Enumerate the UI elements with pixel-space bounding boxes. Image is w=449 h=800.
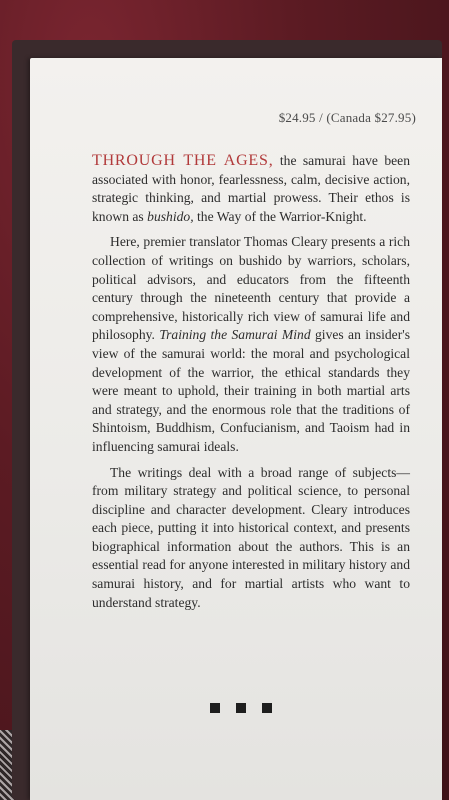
lead-in-caps: THROUGH THE AGES, <box>92 152 274 169</box>
paragraph-3 <box>92 464 410 613</box>
book-title-italic: Training the Samurai Mind <box>159 327 311 343</box>
ornament-square-2 <box>236 703 246 713</box>
section-ornament <box>210 703 272 713</box>
ornament-square-1 <box>210 703 220 713</box>
paragraph-1-text-a: the samurai have been associated with honor, fearlessness, calm, decisive action, strategic thinking, and martial prowess. Their ethos is known as <box>92 153 410 224</box>
bushido-italic: bushido, <box>147 208 194 224</box>
paragraph-1-text-b: the Way of the Warrior-Knight. <box>193 208 367 224</box>
paragraph-3-text: The writings deal with a broad range of subjects—from military strategy and political science, to personal discipline and character development. Cleary introduces each piece, putting it into historical context, and presents biographical information about the authors. This is an essential read for anyone interested in military history and samurai history, and for martial artists who want to understand strategy. <box>92 464 410 610</box>
paragraph-2-text-b: gives an insider's view of the samurai world: the moral and psychological development of the warrior, the ethical standards they were meant to uphold, their training in both martial arts and strategy, and the enormous role that the traditions of Shintoism, Buddhism, Confucianism, and Taoism had in influencing samurai ideals. <box>92 327 410 454</box>
paragraph-2-text-a: Here, premier translator Thomas Cleary presents a rich collection of writings on bushido by warriors, scholars, political advisors, and educators from the fifteenth century through the nineteenth century that provide a comprehensive, historically rich view of samurai life and philosophy. <box>92 234 410 343</box>
ornament-square-3 <box>262 703 272 713</box>
flap-copy <box>92 152 410 619</box>
price-label: $24.95 / (Canada $27.95) <box>278 110 416 125</box>
paragraph-2 <box>92 233 410 456</box>
paragraph-1 <box>92 152 410 226</box>
